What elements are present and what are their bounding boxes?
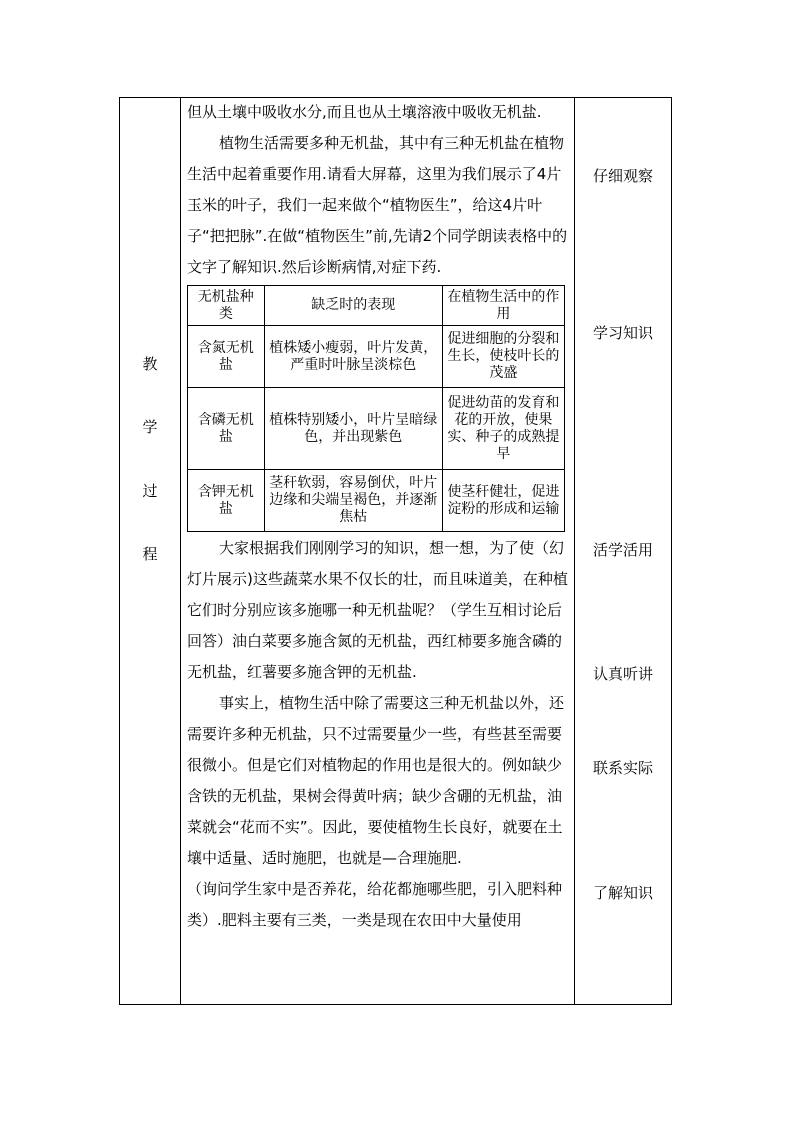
column-divider bbox=[180, 98, 181, 1004]
table-row bbox=[188, 326, 565, 388]
stage-label-char: 过 bbox=[142, 482, 158, 500]
table-cell: 使茎秆健壮，促进淀粉的形成和运输 bbox=[442, 470, 564, 532]
table-row bbox=[188, 470, 565, 532]
student-activity: 认真听讲 bbox=[592, 665, 653, 683]
paragraph: （询问学生家中是否养花，给花都施哪些肥，引入肥料种类）.肥料主要有三类，一类是现在农田中大量使用 bbox=[187, 880, 563, 929]
table-cell: 含钾无机盐 bbox=[188, 470, 265, 532]
table-cell: 植株特别矮小，叶片呈暗绿色，并出现紫色 bbox=[264, 388, 442, 470]
table-header-cell: 缺乏时的表现 bbox=[264, 286, 442, 326]
paragraph: 大家根据我们刚刚学习的知识，想一想，为了使（幻灯片展示)这些蔬菜水果不仅长的壮，而且味道美，在种植它们时分别应该多施哪一种无机盐呢？（学生互相讨论后回答）油白菜要多施含氮的无机盐，西红柿要多施含磷的无机盐，红薯要多施含钾的无机盐. bbox=[187, 539, 568, 681]
table-cell: 促进幼苗的发育和花的开放，使果实、种子的成熟提早 bbox=[442, 388, 564, 470]
table-cell: 含磷无机盐 bbox=[188, 388, 265, 470]
student-activity: 联系实际 bbox=[592, 759, 653, 777]
teaching-content bbox=[187, 97, 572, 936]
table-cell: 含氮无机盐 bbox=[188, 326, 265, 388]
stage-label-char: 教 bbox=[142, 355, 158, 373]
table-header-cell: 在植物生活中的作用 bbox=[442, 286, 564, 326]
student-activity: 活学活用 bbox=[592, 541, 653, 559]
paragraph: 植物生活需要多种无机盐，其中有三种无机盐在植物生活中起着重要作用.请看大屏幕，这里为我们展示了4片玉米的叶子，我们一起来做个“植物医生”，给这4片叶子“把把脉”.在做“植物医生”前,先请2个同学朗读表格中的文字了解知识.然后诊断病情,对症下药. bbox=[187, 134, 568, 276]
mineral-salt-table bbox=[187, 285, 565, 532]
stage-label-char: 程 bbox=[142, 545, 158, 563]
table-header-row bbox=[188, 286, 565, 326]
paragraph: 但从土壤中吸收水分,而且也从土壤溶液中吸收无机盐. bbox=[187, 103, 542, 121]
student-activity: 仔细观察 bbox=[592, 167, 653, 185]
table-cell: 茎秆软弱，容易倒伏，叶片边缘和尖端呈褐色，并逐渐焦枯 bbox=[264, 470, 442, 532]
table-header-cell: 无机盐种类 bbox=[188, 286, 265, 326]
table-cell: 促进细胞的分裂和生长，使枝叶长的茂盛 bbox=[442, 326, 564, 388]
table-row bbox=[188, 388, 565, 470]
student-activity: 了解知识 bbox=[592, 884, 653, 902]
table-cell: 植株矮小瘦弱，叶片发黄，严重时叶脉呈淡棕色 bbox=[264, 326, 442, 388]
stage-label-char: 学 bbox=[142, 418, 158, 436]
student-activity: 学习知识 bbox=[592, 324, 653, 342]
paragraph: 事实上，植物生活中除了需要这三种无机盐以外，还需要许多种无机盐，只不过需要量少一些，有些甚至需要很微小。但是它们对植物起的作用也是很大的。例如缺少含铁的无机盐，果树会得黄叶病；缺少含硼的无机盐，油菜就会“花而不实”。因此，要使植物生长良好，就要在土壤中适量、适时施肥，也就是—合理施肥. bbox=[187, 694, 565, 867]
